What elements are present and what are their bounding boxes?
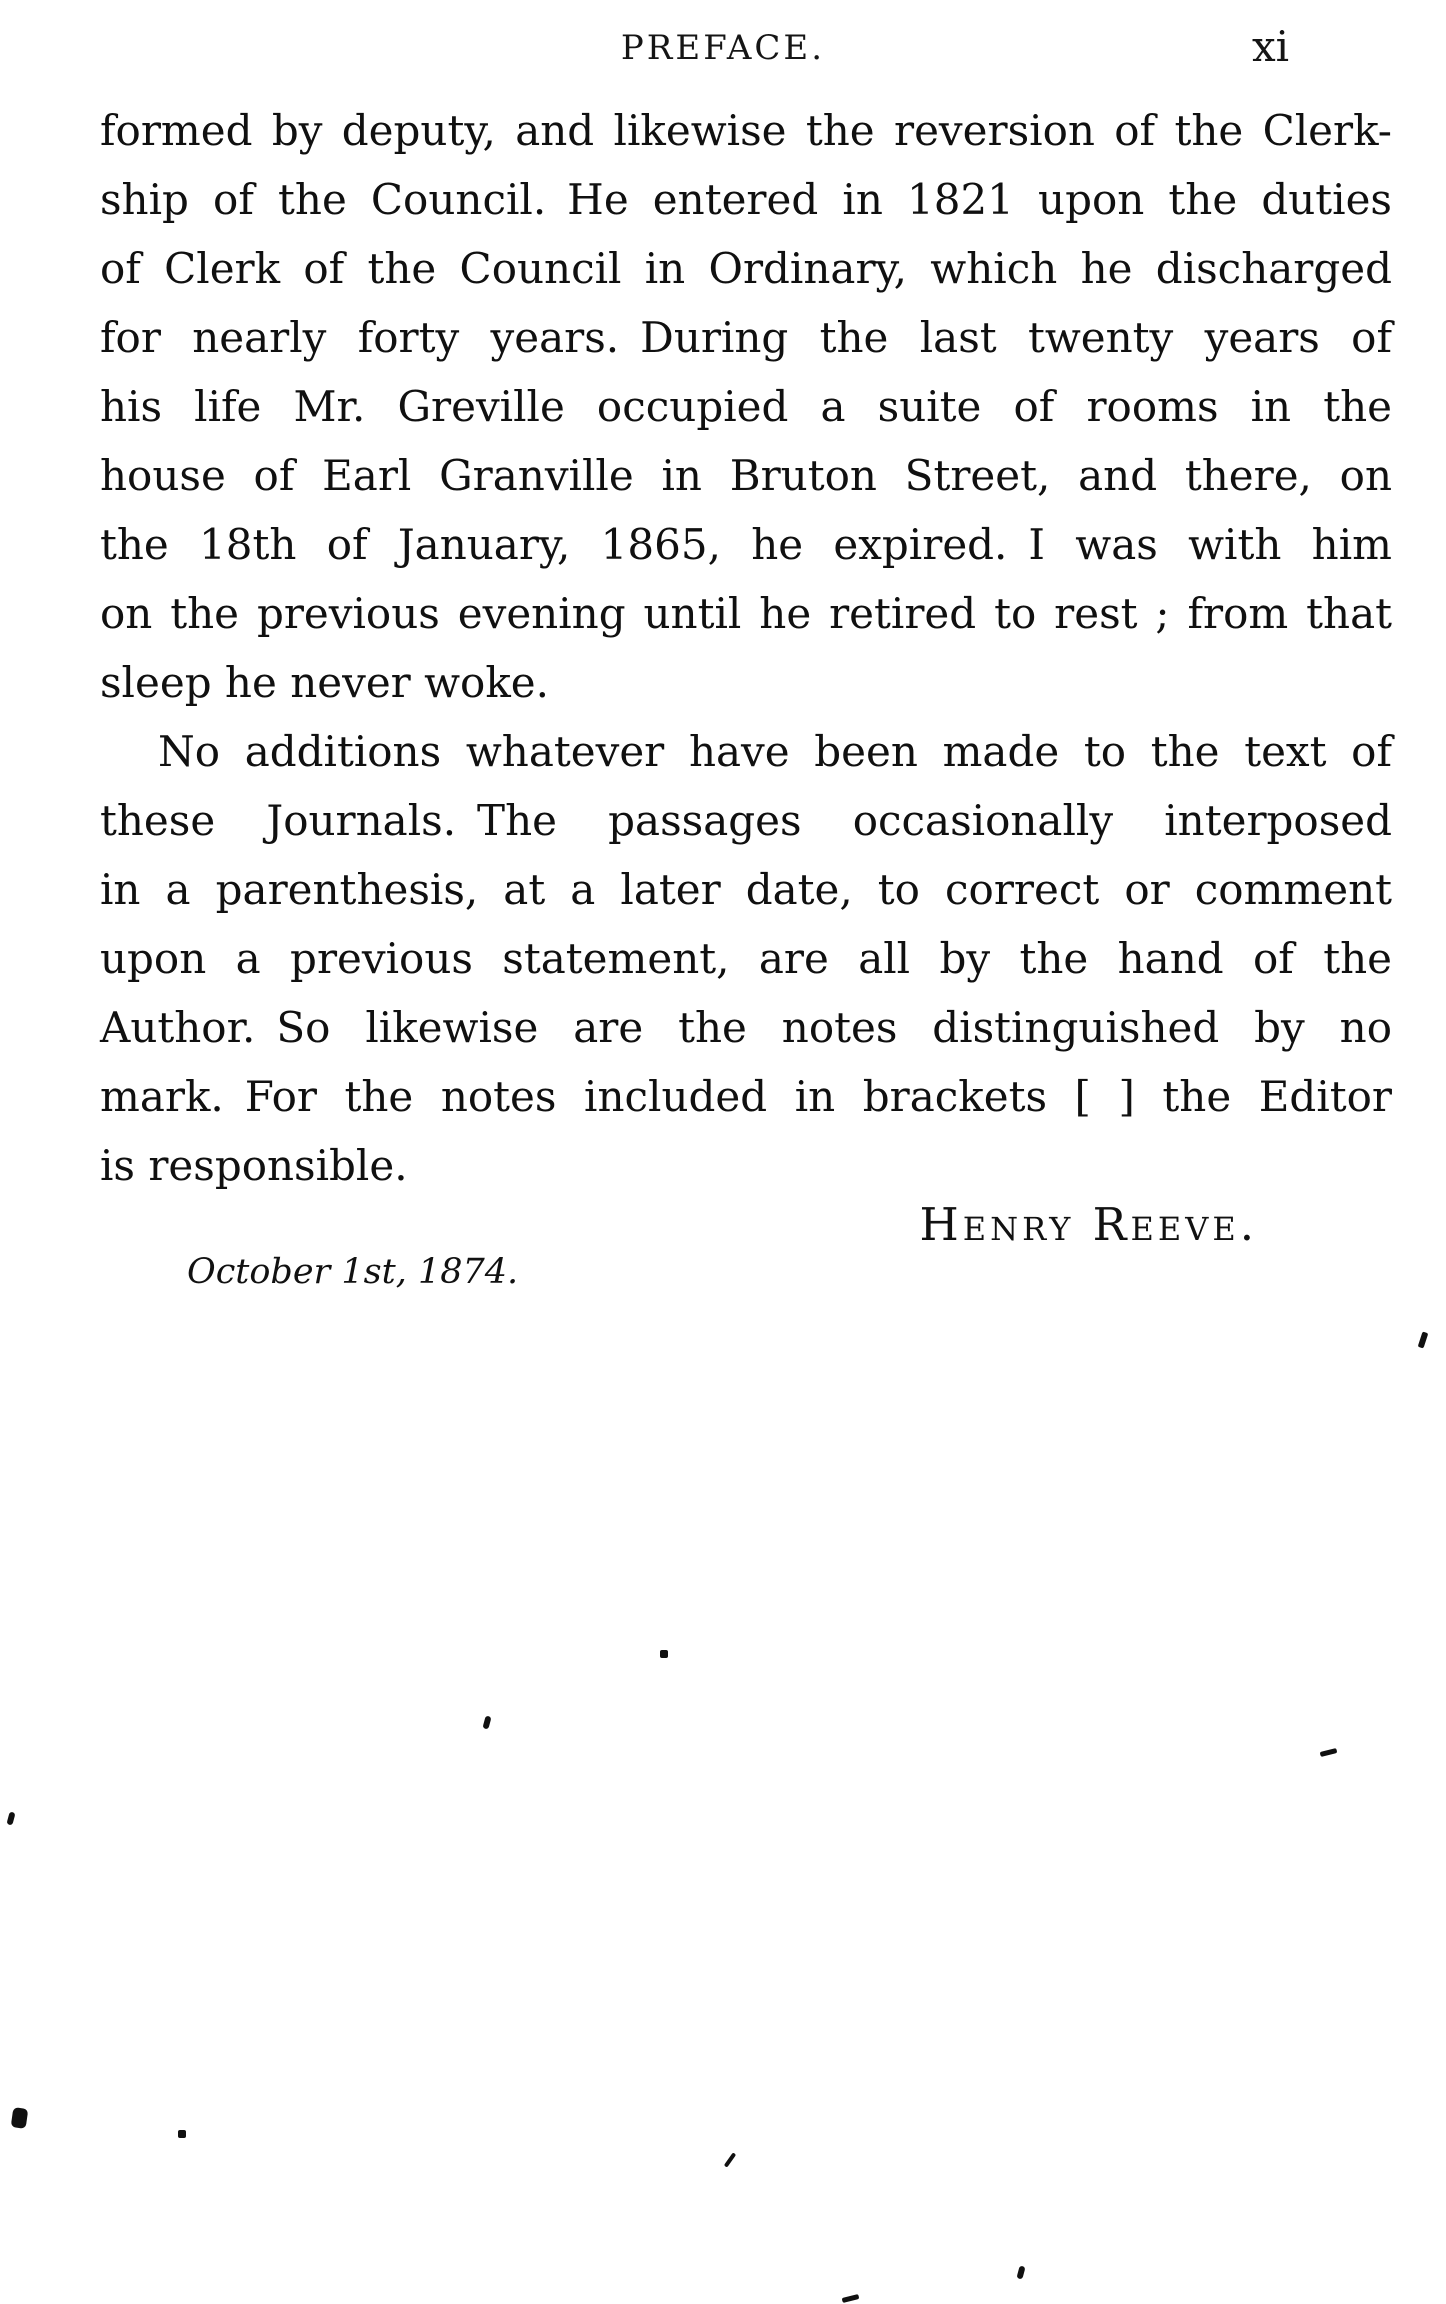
scan-speck [178, 2130, 186, 2138]
body-text [100, 96, 1392, 1200]
body-line: mark. For the notes included in brackets [ ] the Editor [100, 1072, 1392, 1121]
body-line: in a parenthesis, at a later date, to correct or comment [100, 865, 1392, 914]
scan-speck [482, 1715, 491, 1729]
body-line: for nearly forty years. During the last twenty years of [100, 313, 1392, 362]
body-line: his life Mr. Greville occupied a suite of rooms in the [100, 382, 1392, 431]
scan-speck [842, 2294, 860, 2303]
body-line: formed by deputy, and likewise the reversion of the Clerk- [100, 106, 1392, 155]
body-line: ship of the Council. He entered in 1821 upon the duties [100, 175, 1392, 224]
author-signature: Henry Reeve. [919, 1198, 1258, 1251]
scan-speck [660, 1650, 668, 1658]
running-head: PREFACE. [620, 28, 826, 68]
body-line: sleep he never woke. [100, 658, 549, 707]
scan-speck [1320, 1748, 1338, 1757]
body-line: on the previous evening until he retired to rest ; from that [100, 589, 1392, 638]
body-line: these Journals. The passages occasionally interposed [100, 796, 1392, 845]
page-number: xi [1252, 22, 1290, 71]
scan-speck [11, 2107, 29, 2129]
body-line: the 18th of January, 1865, he expired. I was with him [100, 520, 1392, 569]
scan-speck [1016, 2265, 1025, 2279]
body-line: house of Earl Granville in Bruton Street, and there, on [100, 451, 1392, 500]
body-line: No additions whatever have been made to the text of [158, 727, 1392, 776]
body-line: is responsible. [100, 1141, 408, 1190]
scan-speck [1418, 1331, 1429, 1348]
body-line: of Clerk of the Council in Ordinary, which he discharged [100, 244, 1392, 293]
scan-speck [6, 1811, 15, 1825]
scan-speck [724, 2152, 736, 2167]
dateline: October 1st, 1874. [187, 1252, 519, 1292]
body-line: Author. So likewise are the notes distinguished by no [100, 1003, 1392, 1052]
body-line: upon a previous statement, are all by the hand of the [100, 934, 1392, 983]
